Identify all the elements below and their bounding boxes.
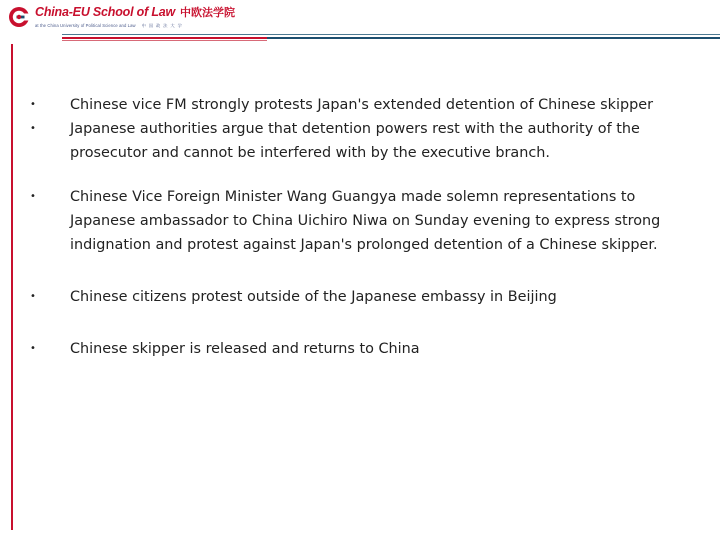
bullet-dot: • [30, 191, 36, 202]
bullet-list [30, 93, 690, 361]
logo-subtitle [35, 22, 235, 29]
bullet-item [30, 285, 690, 309]
bullet-item [30, 185, 690, 257]
bullet-text: Japanese authorities argue that detention powers rest with the authority of the prosecutor and cannot be interfered with by the executive branch. [70, 121, 640, 161]
bullet-item [30, 337, 690, 361]
header-rule-red-thin [62, 40, 267, 41]
school-logo [8, 5, 235, 31]
bullet-text: Chinese Vice Foreign Minister Wang Guangya made solemn representations to Japanese ambassador to China Uichiro Niwa on Sunday evening to express strong indignation and protest against Japan's prolonged detention of a Chinese skipper. [70, 189, 661, 253]
bullet-text: Chinese vice FM strongly protests Japan's extended detention of Chinese skipper [70, 97, 654, 113]
bullet-text: Chinese citizens protest outside of the Japanese embassy in Beijing [70, 289, 557, 305]
bullet-item [30, 93, 690, 117]
left-accent-bar [11, 44, 13, 530]
bullet-text: Chinese skipper is released and returns to China [70, 341, 420, 357]
header-rule-thin [62, 34, 720, 35]
bullet-dot: • [30, 343, 36, 354]
logo-english-name: China-EU School of Law [35, 5, 176, 19]
header-rule-red [62, 37, 267, 39]
logo-text [35, 5, 235, 29]
bullet-dot: • [30, 291, 36, 302]
logo-subtitle-english: at the China University of Political Science and Law [35, 23, 136, 28]
logo-title [35, 5, 235, 20]
school-emblem-icon [8, 6, 30, 28]
header-rule-teal [267, 37, 720, 39]
logo-chinese-name: 中欧法学院 [180, 6, 236, 19]
bullet-dot: • [30, 123, 36, 134]
logo-subtitle-chinese: 中国政法大学 [141, 23, 185, 28]
bullet-dot: • [30, 99, 36, 110]
bullet-item [30, 117, 690, 165]
